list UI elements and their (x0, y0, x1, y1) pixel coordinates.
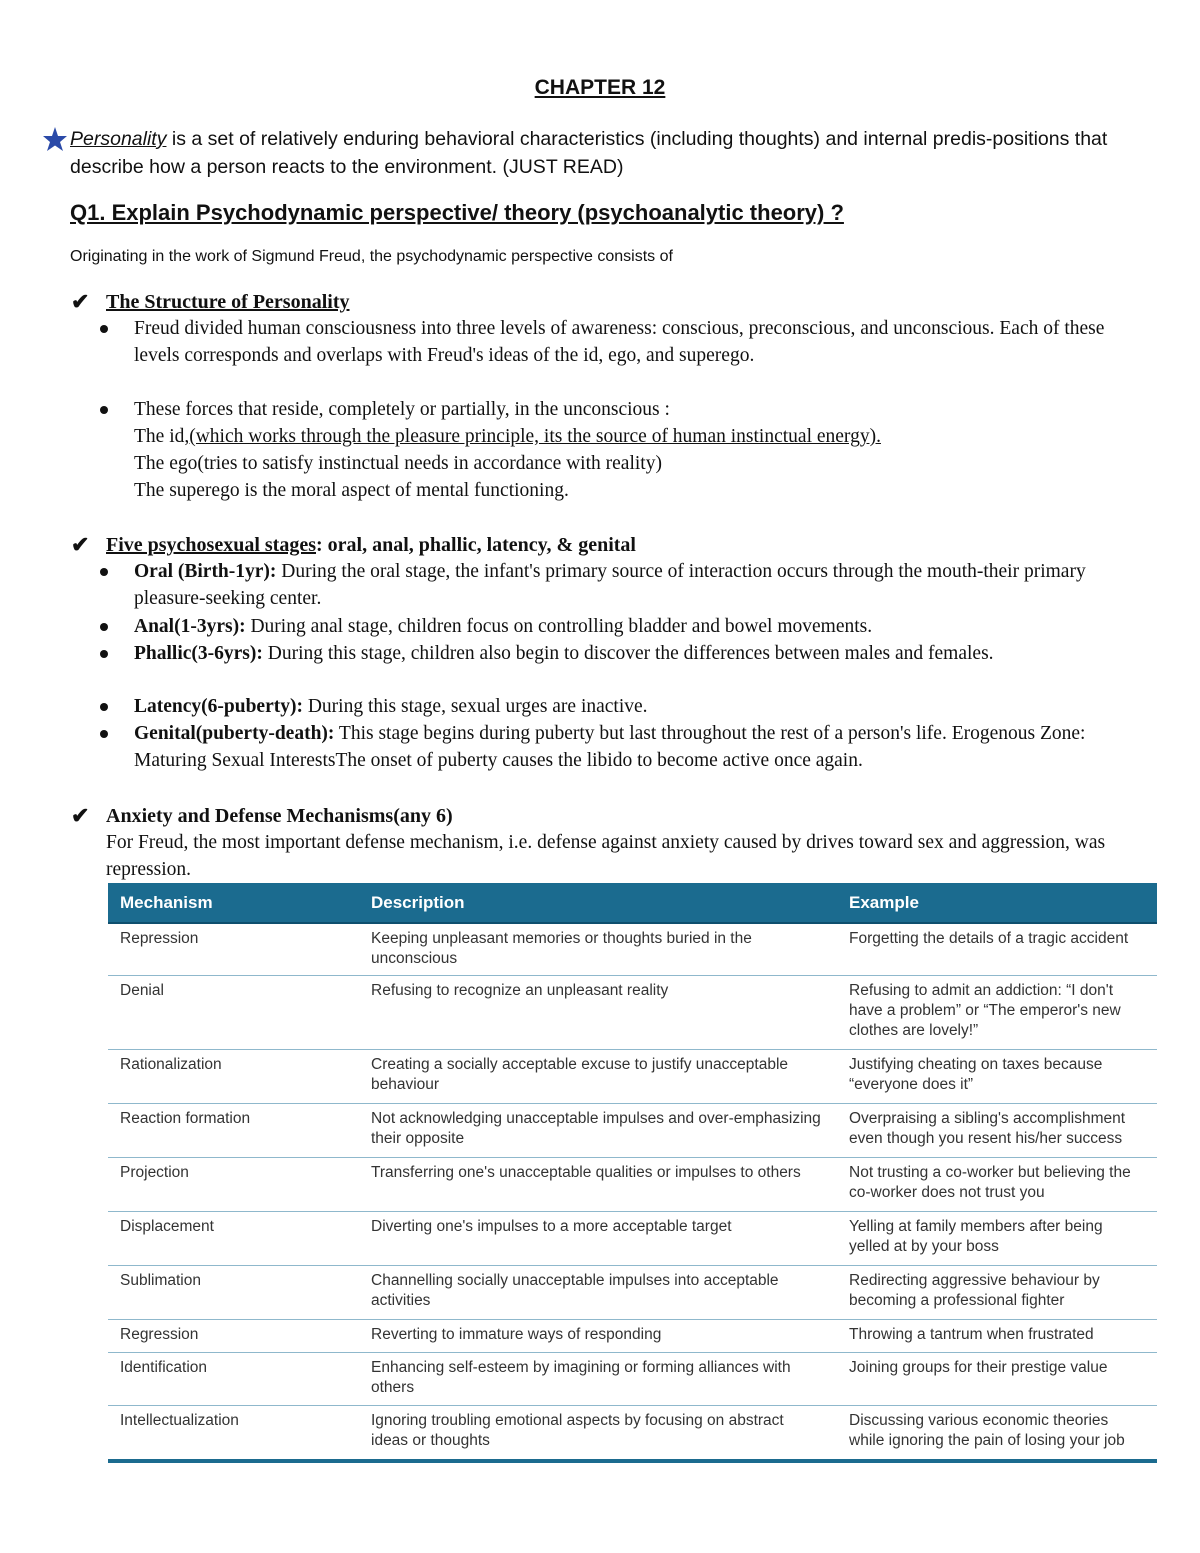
bullet-icon (100, 568, 108, 576)
bullet-icon (100, 406, 108, 414)
star-icon (43, 126, 67, 152)
cell-example: Refusing to admit an addiction: “I don't have a problem” or “The emperor's new clothes are lovely!” (837, 975, 1157, 1049)
bullet-icon (100, 623, 108, 631)
forces-line: These forces that reside, completely or partially, in the unconscious : (134, 399, 670, 420)
stages-heading-underlined: Five psychosexual stages (106, 534, 316, 556)
cell-description: Keeping unpleasant memories or thoughts buried in the unconscious (359, 923, 837, 975)
table-row (108, 1352, 1157, 1405)
table-row (108, 1049, 1157, 1103)
cell-mechanism: Denial (108, 975, 359, 1049)
cell-example: Not trusting a co-worker but believing the co-worker does not trust you (837, 1157, 1157, 1211)
cell-example: Forgetting the details of a tragic accident (837, 923, 1157, 975)
stages-heading-rest: : oral, anal, phallic, latency, & genital (316, 534, 636, 556)
table-row (108, 1405, 1157, 1461)
stages-heading (106, 532, 636, 558)
stage-label: Anal(1-3yrs): (134, 616, 246, 637)
stage-item (134, 720, 1134, 774)
table-row (108, 1319, 1157, 1352)
checkmark-icon: ✔ (71, 289, 90, 314)
cell-mechanism: Reaction formation (108, 1103, 359, 1157)
cell-description: Ignoring troubling emotional aspects by focusing on abstract ideas or thoughts (359, 1405, 837, 1461)
stage-item (134, 558, 1134, 612)
cell-example: Discussing various economic theories while ignoring the pain of losing your job (837, 1405, 1157, 1461)
stage-text: This stage begins during puberty but last throughout the rest of a person's life. Erogenous Zone: Maturing Sexual InterestsThe onset of puberty causes the libido to become active once again. (134, 723, 1086, 771)
cell-description: Refusing to recognize an unpleasant reality (359, 975, 837, 1049)
bullet-icon (100, 730, 108, 738)
cell-mechanism: Regression (108, 1319, 359, 1352)
defense-heading: Anxiety and Defense Mechanisms(any 6) (106, 805, 453, 827)
stage-text: During this stage, children also begin to discover the differences between males and females. (262, 643, 994, 664)
table-row (108, 923, 1157, 975)
cell-description: Not acknowledging unacceptable impulses and over-emphasizing their opposite (359, 1103, 837, 1157)
stage-label: Latency(6-puberty): (134, 696, 303, 717)
intro-paragraph (70, 125, 1130, 181)
stage-item (134, 640, 1134, 667)
bullet-icon (100, 703, 108, 711)
superego-line: The superego is the moral aspect of mental functioning. (134, 480, 569, 501)
stage-item (134, 613, 1134, 640)
cell-example: Throwing a tantrum when frustrated (837, 1319, 1157, 1352)
page-title: CHAPTER 12 (534, 76, 666, 99)
table-row (108, 1265, 1157, 1319)
cell-example: Overpraising a sibling's accomplishment even though you resent his/her success (837, 1103, 1157, 1157)
lead-text: Originating in the work of Sigmund Freud, the psychodynamic perspective consists of (70, 248, 673, 265)
stage-text: During this stage, sexual urges are inactive. (302, 696, 648, 717)
bullet-icon (100, 650, 108, 658)
ego-line: The ego(tries to satisfy instinctual needs in accordance with reality) (134, 453, 662, 474)
cell-mechanism: Projection (108, 1157, 359, 1211)
checkmark-icon: ✔ (71, 803, 90, 828)
cell-description: Reverting to immature ways of responding (359, 1319, 837, 1352)
cell-description: Transferring one's unacceptable qualities or impulses to others (359, 1157, 837, 1211)
table-row (108, 1103, 1157, 1157)
stage-text: During anal stage, children focus on controlling bladder and bowel movements. (245, 616, 873, 637)
cell-mechanism: Sublimation (108, 1265, 359, 1319)
cell-mechanism: Rationalization (108, 1049, 359, 1103)
structure-bullet-1: Freud divided human consciousness into three levels of awareness: conscious, preconscious, and unconscious. Each of these levels corresponds and overlaps with Freud's ideas of the id, ego, and superego. (134, 318, 1105, 366)
header-description: Description (359, 883, 837, 923)
id-description: ,(which works through the pleasure principle, its the source of human instinctual energy). (184, 426, 881, 447)
cell-example: Yelling at family members after being yelled at by your boss (837, 1211, 1157, 1265)
stage-label: Genital(puberty-death): (134, 723, 335, 744)
cell-example: Joining groups for their prestige value (837, 1352, 1157, 1405)
defense-mechanisms-table (108, 883, 1157, 1463)
stage-label: Phallic(3-6yrs): (134, 643, 263, 664)
personality-term: Personality (70, 128, 167, 150)
structure-bullet-2 (134, 396, 1134, 504)
cell-mechanism: Intellectualization (108, 1405, 359, 1461)
cell-mechanism: Repression (108, 923, 359, 975)
table-row (108, 1211, 1157, 1265)
bullet-icon (100, 325, 108, 333)
stage-label: Oral (Birth-1yr): (134, 561, 277, 582)
cell-description: Channelling socially unacceptable impulses into acceptable activities (359, 1265, 837, 1319)
table-row (108, 975, 1157, 1049)
cell-example: Redirecting aggressive behaviour by becoming a professional fighter (837, 1265, 1157, 1319)
intro-text: is a set of relatively enduring behavioral characteristics (including thoughts) and internal predis-positions that describe how a person reacts to the environment. (JUST READ) (70, 128, 1108, 178)
cell-example: Justifying cheating on taxes because “everyone does it” (837, 1049, 1157, 1103)
checkmark-icon: ✔ (71, 532, 90, 557)
id-prefix: The id (134, 426, 185, 447)
structure-heading: The Structure of Personality (106, 291, 350, 313)
id-line (134, 423, 1134, 450)
stage-item (134, 693, 1134, 720)
cell-mechanism: Displacement (108, 1211, 359, 1265)
question-heading: Q1. Explain Psychodynamic perspective/ theory (psychoanalytic theory) ? (70, 200, 844, 225)
cell-description: Creating a socially acceptable excuse to justify unacceptable behaviour (359, 1049, 837, 1103)
header-mechanism: Mechanism (108, 883, 359, 923)
header-example: Example (837, 883, 1157, 923)
cell-description: Enhancing self-esteem by imagining or forming alliances with others (359, 1352, 837, 1405)
table-header-row (108, 883, 1157, 923)
cell-mechanism: Identification (108, 1352, 359, 1405)
table-row (108, 1157, 1157, 1211)
defense-text: For Freud, the most important defense mechanism, i.e. defense against anxiety caused by drives toward sex and aggression, was repression. (106, 832, 1106, 880)
cell-description: Diverting one's impulses to a more acceptable target (359, 1211, 837, 1265)
stage-text: During the oral stage, the infant's primary source of interaction occurs through the mouth-their primary pleasure-seeking center. (134, 561, 1086, 609)
